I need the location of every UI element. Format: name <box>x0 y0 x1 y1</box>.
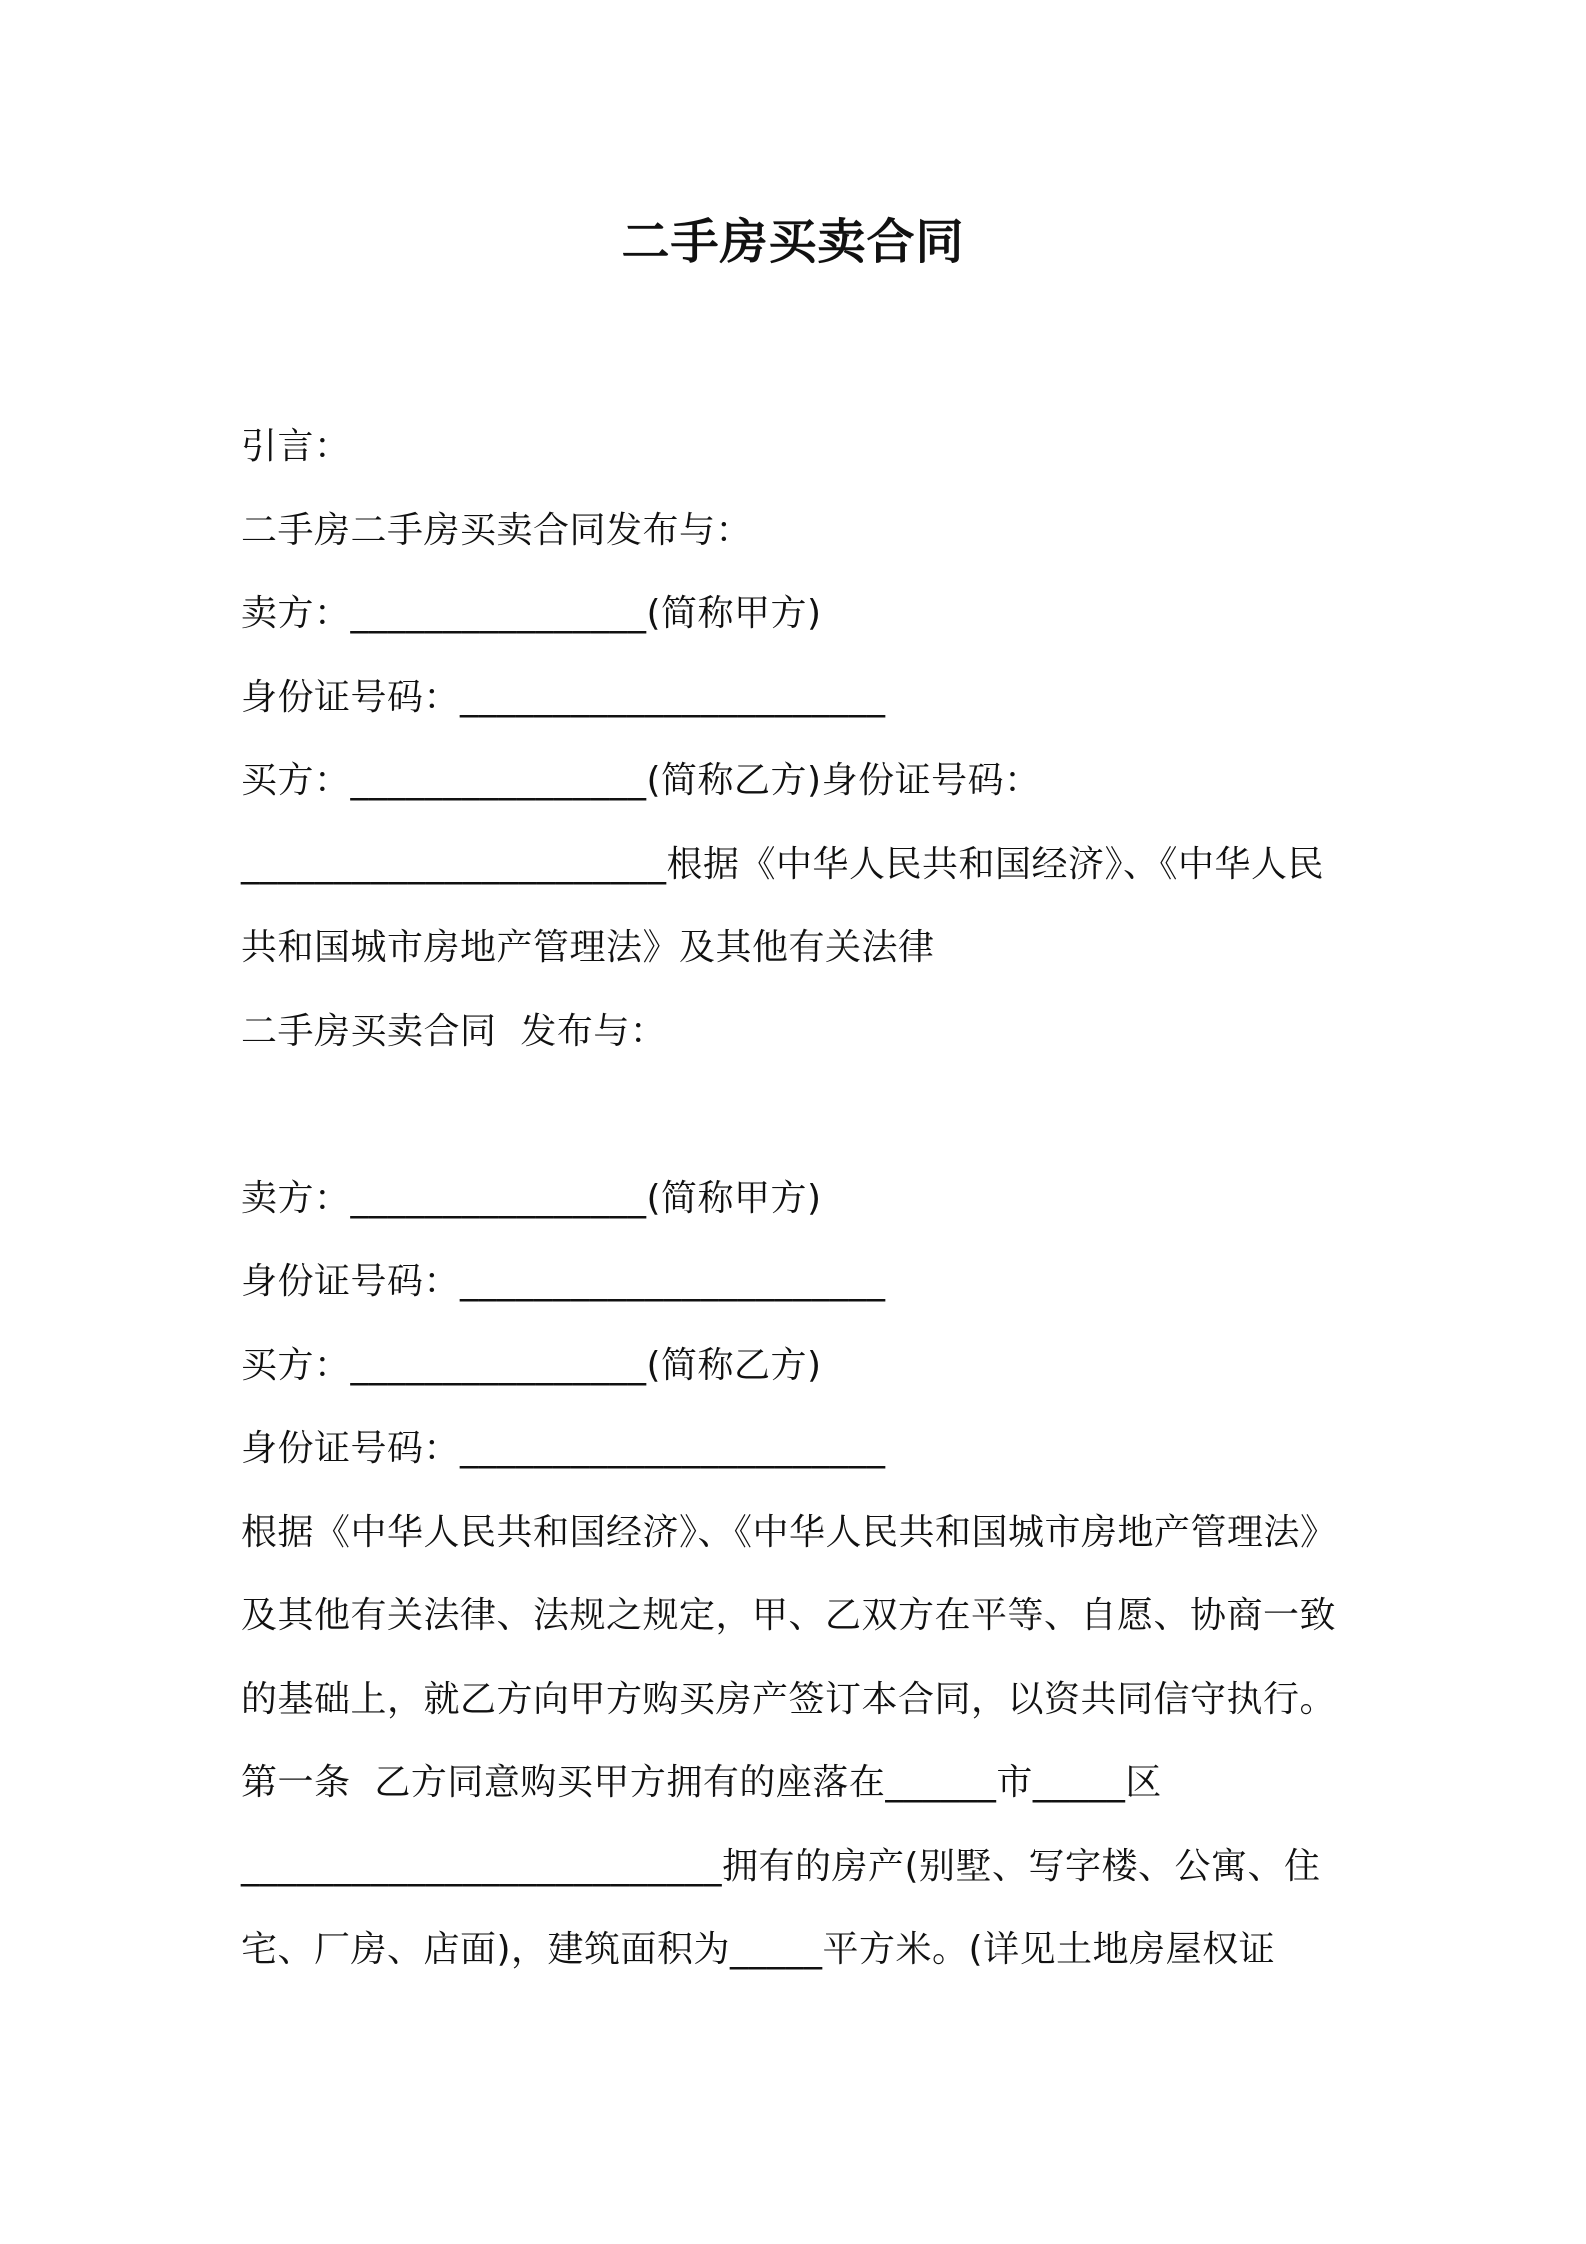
intro-publish-line: 二手房二手房买卖合同发布与： <box>241 509 753 551</box>
seller-id-line-2: 身份证号码：_______________________ <box>241 1261 886 1302</box>
article-one-line-1: 第一条 乙方同意购买甲方拥有的座落在______市_____区 <box>241 1762 1162 1803</box>
contract-publish-line: 二手房买卖合同 发布与： <box>241 1010 667 1052</box>
document-body <box>241 405 1361 1992</box>
preamble-line-2: 及其他有关法律、法规之规定，甲、乙双方在平等、自愿、协商一致 <box>241 1595 1337 1636</box>
buyer-line: 买方：________________(简称乙方)身份证号码： <box>241 760 1041 801</box>
seller-line-2: 卖方：________________(简称甲方) <box>241 1177 822 1219</box>
seller-line: 卖方：________________(简称甲方) <box>241 593 822 634</box>
law-basis-line-continued: 共和国城市房地产管理法》及其他有关法律 <box>241 927 935 968</box>
buyer-line-2: 买方：________________(简称乙方) <box>241 1344 822 1386</box>
paragraph-gap <box>241 1073 1361 1157</box>
article-one-line-3: 宅、厂房、店面)，建筑面积为_____平方米。(详见土地房屋权证 <box>241 1929 1276 1970</box>
document-title: 二手房买卖合同 <box>621 214 965 270</box>
seller-id-line: 身份证号码：_______________________ <box>241 676 886 718</box>
law-basis-line: _______________________根据《中华人民共和国经济》、《中华人民 <box>241 843 1325 885</box>
preamble-line-3: 的基础上，就乙方向甲方购买房产签订本合同，以资共同信守执行。 <box>241 1678 1337 1720</box>
article-one-line-2: __________________________拥有的房产(别墅、写字楼、公寓、住 <box>241 1845 1321 1887</box>
intro-label: 引言： <box>241 426 351 467</box>
buyer-id-line-2: 身份证号码：_______________________ <box>241 1428 886 1469</box>
preamble-line-1: 根据《中华人民共和国经济》、《中华人民共和国城市房地产管理法》 <box>241 1511 1337 1553</box>
